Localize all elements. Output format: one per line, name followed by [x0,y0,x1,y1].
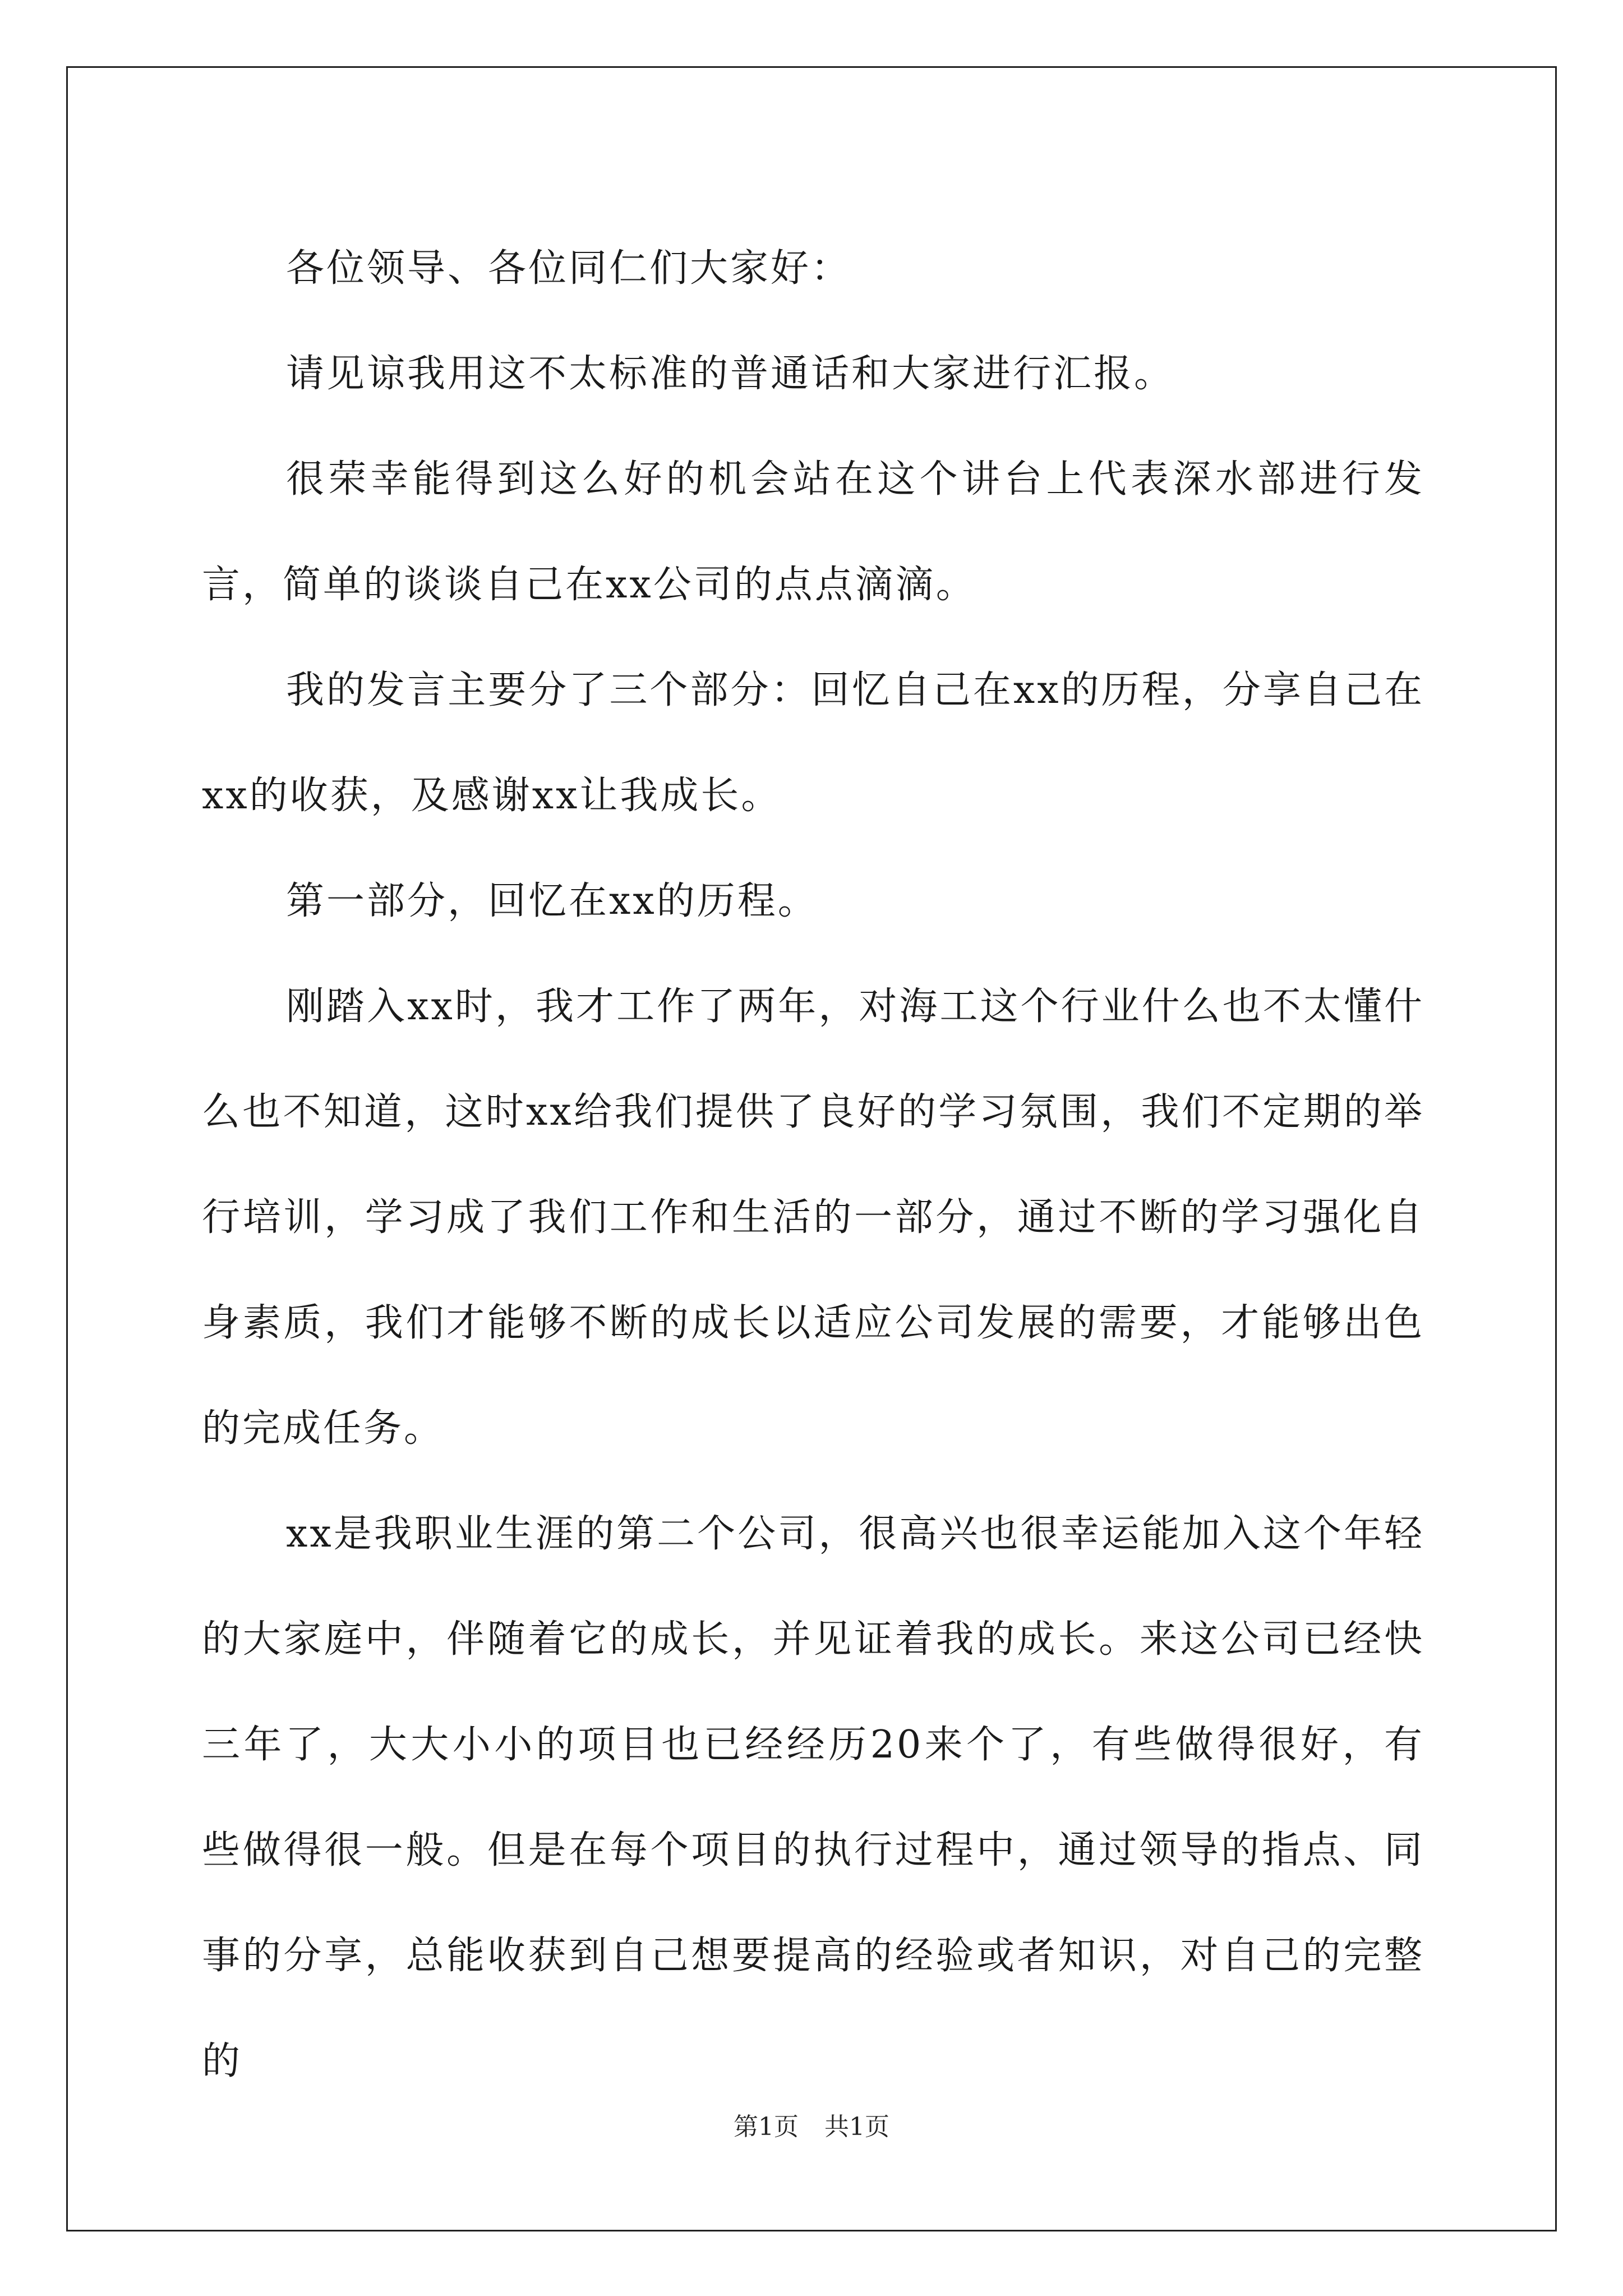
page-total: 共1页 [824,2113,889,2141]
paragraph-intro: 很荣幸能得到这么好的机会站在这个讲台上代表深水部进行发言，简单的谈谈自己在xx公司的点点滴滴。 [202,457,1424,607]
paragraph-career: xx是我职业生涯的第二个公司，很高兴也很幸运能加入这个年轻的大家庭中，伴随着它的成长，并见证着我的成长。来这公司已经快三年了，大大小小的项目也已经经历20来个了，有些做得很好，有些做得很一般。但是在每个项目的执行过程中，通过领导的指点、同事的分享，总能收获到自己想要提高的经验或者知识，对自己的完整的 [202,1512,1424,2083]
page-footer [0,2110,1623,2144]
document-body [202,216,1424,2114]
paragraph-section-heading: 第一部分，回忆在xx的历程。 [286,879,818,923]
paragraph-greeting: 各位领导、各位同仁们大家好： [286,246,852,291]
paragraph-outline: 我的发言主要分了三个部分：回忆自己在xx的历程，分享自己在xx的收获，及感谢xx让我成长。 [202,668,1424,818]
page-number: 第1页 [734,2113,799,2141]
paragraph-history: 刚踏入xx时，我才工作了两年，对海工这个行业什么也不太懂什么也不知道，这时xx给我们提供了良好的学习氛围，我们不定期的举行培训，学习成了我们工作和生活的一部分，通过不断的学习强化自身素质，我们才能够不断的成长以适应公司发展的需要，才能够出色的完成任务。 [202,984,1424,1451]
paragraph-apology: 请见谅我用这不太标准的普通话和大家进行汇报。 [286,352,1175,396]
